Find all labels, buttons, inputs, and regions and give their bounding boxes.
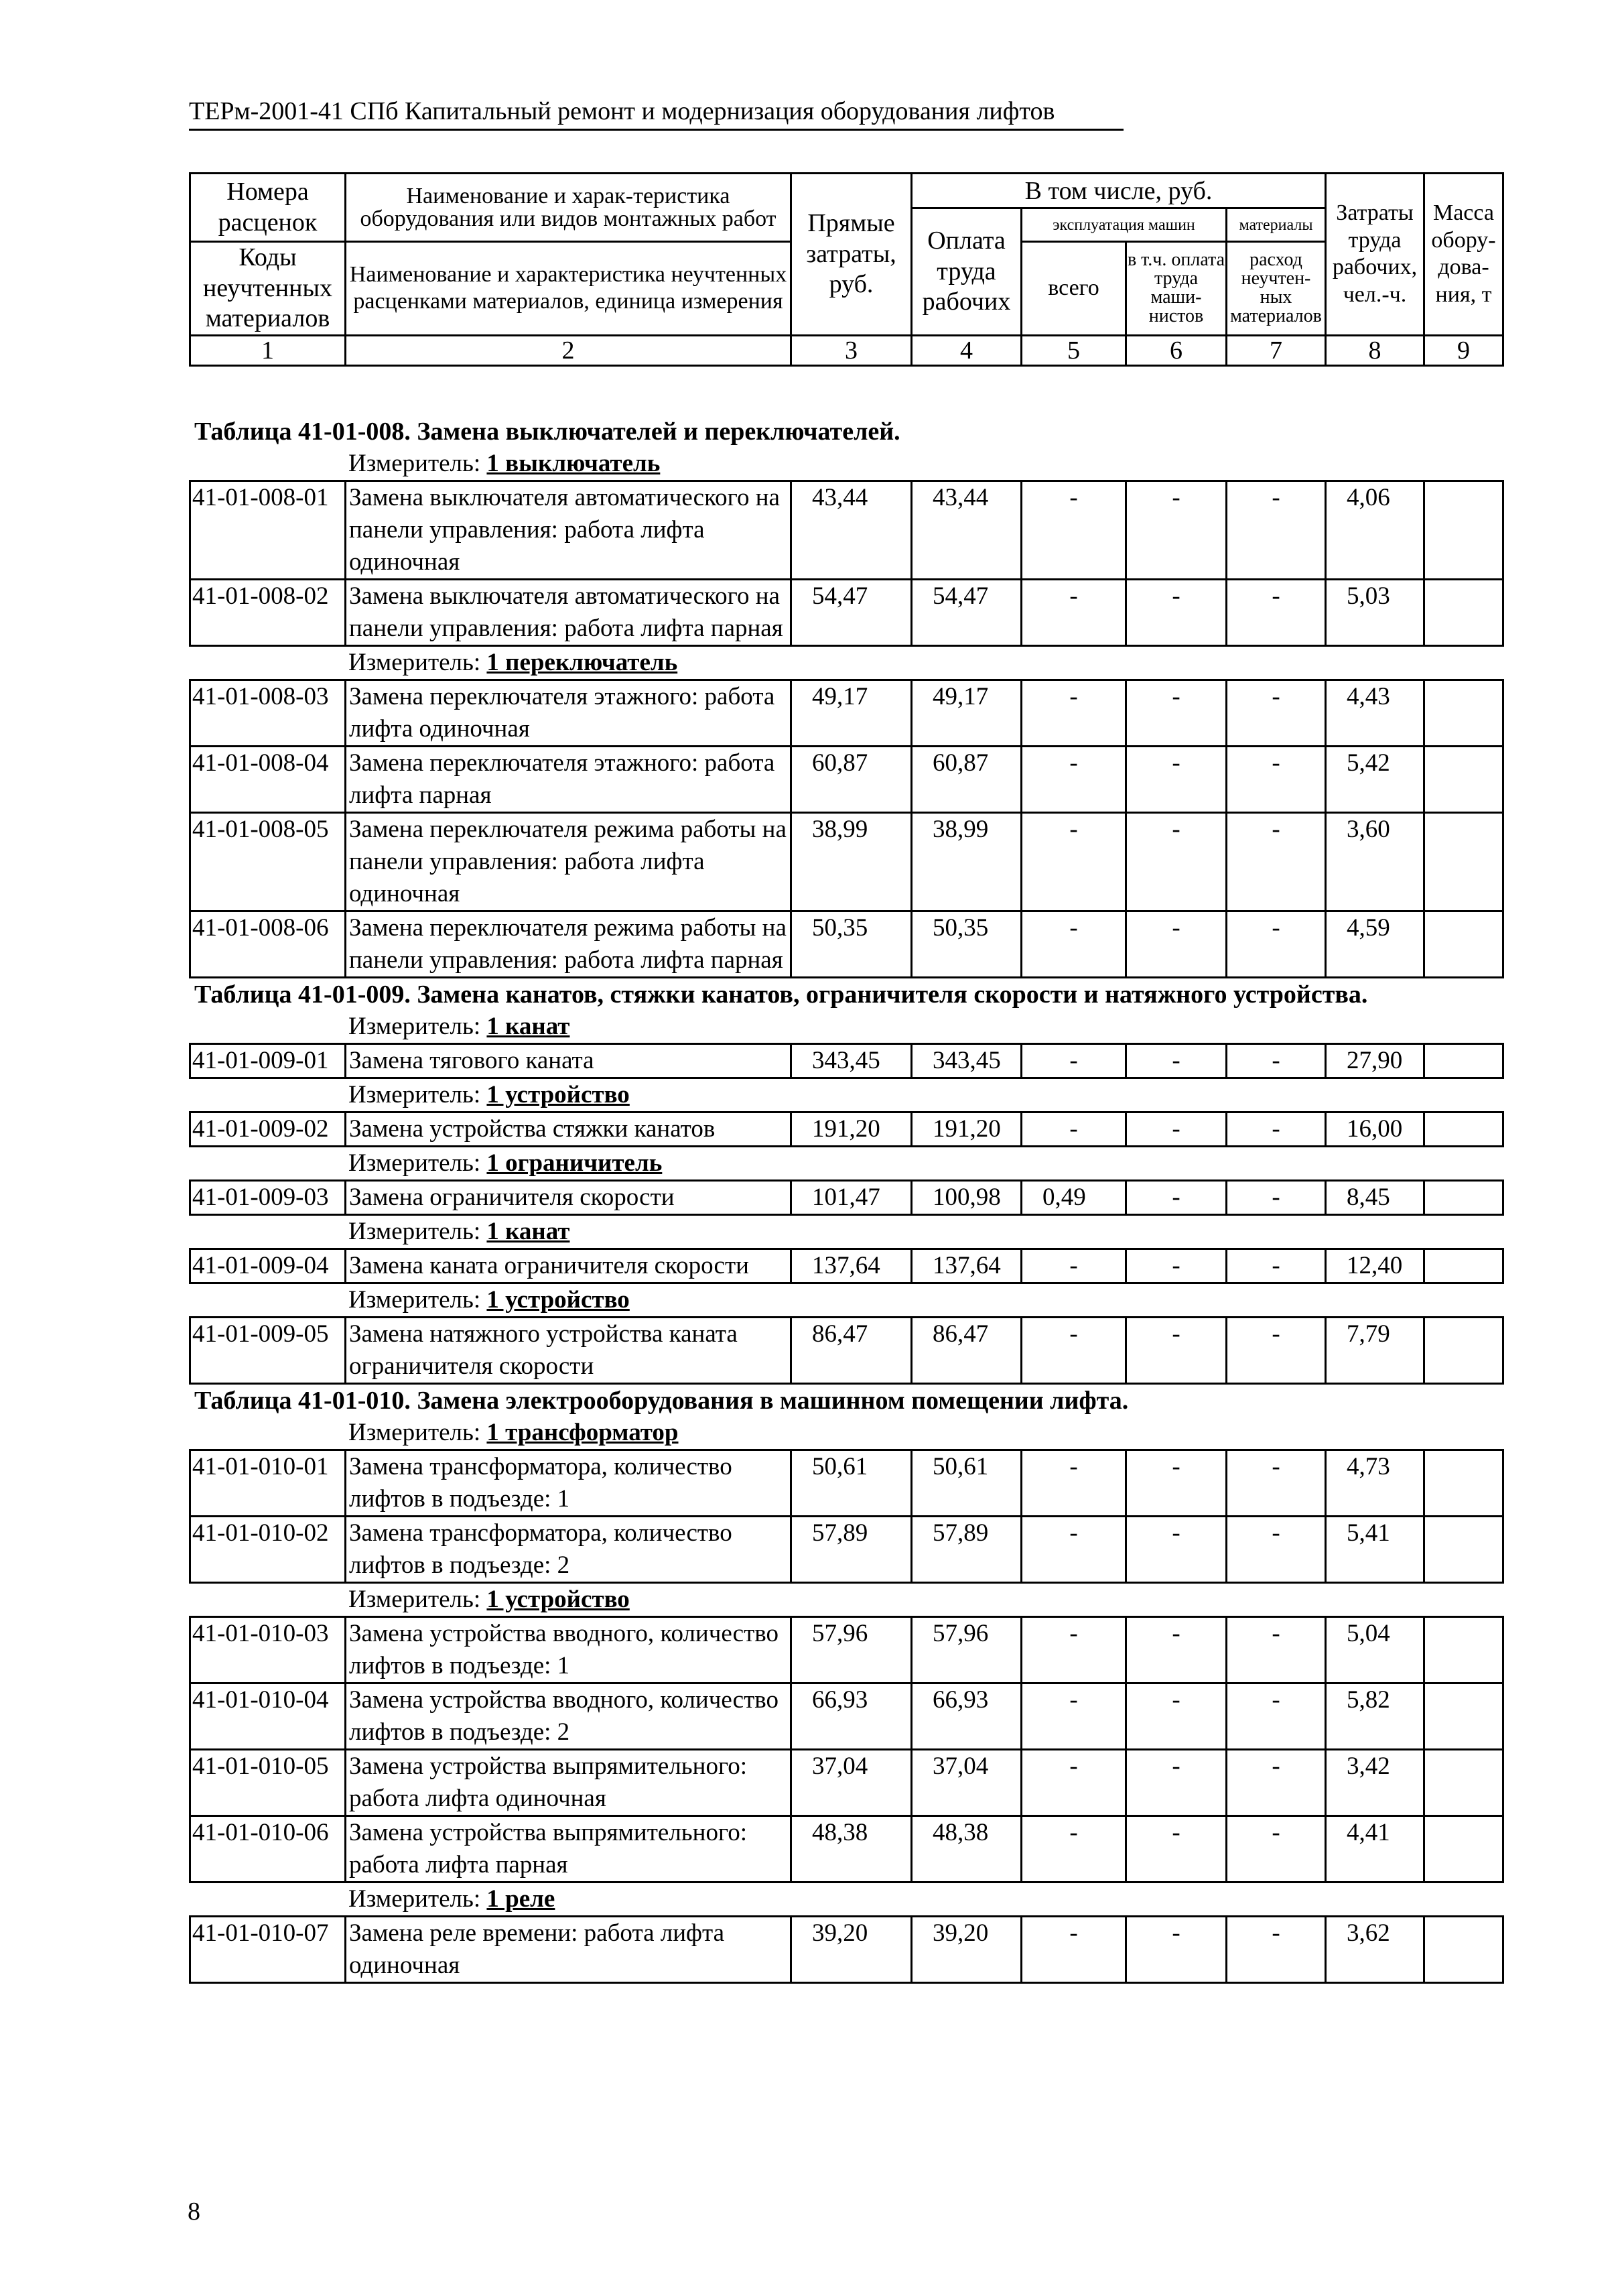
rate-code: 41-01-010-06 [190, 1816, 346, 1883]
work-name: Замена тягового каната [346, 1044, 791, 1078]
col-index: 6 [1126, 335, 1227, 365]
direct-cost: 137,64 [791, 1249, 912, 1283]
measure-line [189, 1147, 1502, 1179]
labor-hours: 4,59 [1326, 911, 1424, 978]
machine-cost: - [1022, 1683, 1126, 1750]
measure-label: Измеритель: [348, 1419, 481, 1446]
work-name: Замена переключателя этажного: работа лифта одиночная [346, 680, 791, 747]
col-header-total: всего [1022, 242, 1126, 336]
direct-cost: 49,17 [791, 680, 912, 747]
labor-hours: 12,40 [1326, 1249, 1424, 1283]
direct-cost: 60,87 [791, 747, 912, 813]
measure-line [189, 647, 1502, 679]
rate-code: 41-01-010-07 [190, 1917, 346, 1983]
machine-cost: - [1022, 680, 1126, 747]
materials-cost: - [1227, 1181, 1326, 1215]
labor-hours: 5,04 [1326, 1617, 1424, 1683]
materials-cost: - [1227, 1517, 1326, 1583]
equipment-mass [1424, 1917, 1503, 1983]
machine-cost: - [1022, 1750, 1126, 1816]
direct-cost: 86,47 [791, 1318, 912, 1384]
table-row [190, 747, 1503, 813]
work-name: Замена устройства выпрямительного: работа лифта одиночная [346, 1750, 791, 1816]
table-row [190, 680, 1503, 747]
equipment-mass [1424, 1249, 1503, 1283]
col-header-labor-pay: Оплата труда рабочих [912, 208, 1022, 336]
machinists-pay: - [1126, 1617, 1227, 1683]
machine-cost: - [1022, 911, 1126, 978]
measure-line [189, 1883, 1502, 1915]
table-row [190, 911, 1503, 978]
rate-code: 41-01-008-04 [190, 747, 346, 813]
measure-label: Измеритель: [348, 450, 481, 477]
col-header-mass: Масса обору-дова-ния, т [1424, 174, 1503, 336]
machinists-pay: - [1126, 1044, 1227, 1078]
work-name: Замена трансформатора, количество лифтов в подъезде: 2 [346, 1517, 791, 1583]
table-row [190, 1249, 1503, 1283]
machinists-pay: - [1126, 680, 1227, 747]
measure-line [189, 1216, 1502, 1248]
direct-cost: 54,47 [791, 580, 912, 646]
direct-cost: 38,99 [791, 813, 912, 911]
measure-line [189, 1417, 1502, 1449]
labor-pay: 343,45 [912, 1044, 1022, 1078]
machine-cost: - [1022, 481, 1126, 580]
work-name: Замена реле времени: работа лифта одиночная [346, 1917, 791, 1983]
measure-label: Измеритель: [348, 1586, 481, 1613]
machinists-pay: - [1126, 747, 1227, 813]
section-title: Таблица 41-01-008. Замена выключателей и переключателей. [194, 418, 900, 446]
equipment-mass [1424, 580, 1503, 646]
direct-cost: 57,89 [791, 1517, 912, 1583]
labor-hours: 3,42 [1326, 1750, 1424, 1816]
col-index: 5 [1022, 335, 1126, 365]
work-name: Замена устройства стяжки канатов [346, 1112, 791, 1147]
measure-label: Измеритель: [348, 649, 481, 676]
rate-code: 41-01-009-05 [190, 1318, 346, 1384]
machine-cost: - [1022, 580, 1126, 646]
col-index: 1 [190, 335, 346, 365]
col-index: 4 [912, 335, 1022, 365]
rate-code: 41-01-008-06 [190, 911, 346, 978]
rate-code: 41-01-010-05 [190, 1750, 346, 1816]
measure-value: 1 выключатель [486, 450, 661, 477]
machine-cost: - [1022, 1318, 1126, 1384]
measure-label: Измеритель: [348, 1286, 481, 1314]
col-header-including: В том числе, руб. [912, 174, 1326, 208]
work-name: Замена выключателя автоматического на панели управления: работа лифта парная [346, 580, 791, 646]
measure-value: 1 трансформатор [486, 1419, 679, 1446]
rate-table [189, 1248, 1504, 1284]
equipment-mass [1424, 813, 1503, 911]
table-row [190, 1044, 1503, 1078]
column-header-table [189, 172, 1504, 367]
col-index: 7 [1227, 335, 1326, 365]
labor-hours: 8,45 [1326, 1181, 1424, 1215]
table-row [190, 1816, 1503, 1883]
equipment-mass [1424, 680, 1503, 747]
col-header-unaccounted-materials: расход неучтен-ных материалов [1227, 242, 1326, 336]
labor-hours: 16,00 [1326, 1112, 1424, 1147]
materials-cost: - [1227, 813, 1326, 911]
work-name: Замена переключателя режима работы на панели управления: работа лифта парная [346, 911, 791, 978]
machinists-pay: - [1126, 1683, 1227, 1750]
direct-cost: 39,20 [791, 1917, 912, 1983]
col-index: 2 [346, 335, 791, 365]
materials-cost: - [1227, 481, 1326, 580]
machinists-pay: - [1126, 1750, 1227, 1816]
measure-value: 1 реле [486, 1885, 555, 1913]
rate-table [189, 679, 1504, 978]
direct-cost: 50,35 [791, 911, 912, 978]
labor-pay: 48,38 [912, 1816, 1022, 1883]
table-row [190, 1917, 1503, 1983]
materials-cost: - [1227, 911, 1326, 978]
rate-code: 41-01-009-01 [190, 1044, 346, 1078]
machine-cost: - [1022, 1816, 1126, 1883]
measure-line [189, 448, 1502, 480]
labor-pay: 50,35 [912, 911, 1022, 978]
work-name: Замена натяжного устройства каната ограничителя скорости [346, 1318, 791, 1384]
work-name: Замена выключателя автоматического на панели управления: работа лифта одиночная [346, 481, 791, 580]
table-row [190, 1181, 1503, 1215]
direct-cost: 57,96 [791, 1617, 912, 1683]
col-index: 3 [791, 335, 912, 365]
labor-pay: 137,64 [912, 1249, 1022, 1283]
labor-hours: 7,79 [1326, 1318, 1424, 1384]
measure-line [189, 1284, 1502, 1316]
rate-table [189, 1316, 1504, 1385]
equipment-mass [1424, 1112, 1503, 1147]
labor-pay: 37,04 [912, 1750, 1022, 1816]
measure-value: 1 устройство [486, 1586, 630, 1613]
labor-pay: 66,93 [912, 1683, 1022, 1750]
labor-hours: 4,41 [1326, 1816, 1424, 1883]
materials-cost: - [1227, 1249, 1326, 1283]
work-name: Замена каната ограничителя скорости [346, 1249, 791, 1283]
table-row [190, 1750, 1503, 1816]
col-header-name-materials: Наименование и характеристика неучтенных расценками материалов, единица измерения [346, 242, 791, 336]
page-number: 8 [188, 2197, 200, 2226]
equipment-mass [1424, 1181, 1503, 1215]
machine-cost: 0,49 [1022, 1181, 1126, 1215]
col-header-name: Наименование и харак-теристика оборудования или видов монтажных работ [346, 174, 791, 242]
table-row [190, 813, 1503, 911]
labor-pay: 57,89 [912, 1517, 1022, 1583]
labor-pay: 100,98 [912, 1181, 1022, 1215]
machinists-pay: - [1126, 1816, 1227, 1883]
section-title: Таблица 41-01-009. Замена канатов, стяжки канатов, ограничителя скорости и натяжного устройства. [194, 980, 1368, 1009]
col-header-direct: Прямые затраты, руб. [791, 174, 912, 336]
table-row [190, 580, 1503, 646]
labor-hours: 5,42 [1326, 747, 1424, 813]
equipment-mass [1424, 1517, 1503, 1583]
section-title: Таблица 41-01-010. Замена электрооборудования в машинном помещении лифта. [194, 1387, 1129, 1415]
table-row [190, 1517, 1503, 1583]
labor-pay: 86,47 [912, 1318, 1022, 1384]
work-name: Замена устройства вводного, количество лифтов в подъезде: 1 [346, 1617, 791, 1683]
machine-cost: - [1022, 1617, 1126, 1683]
equipment-mass [1424, 911, 1503, 978]
page-header-title: ТЕРм-2001-41 СПб Капитальный ремонт и модернизация оборудования лифтов [189, 94, 1124, 131]
equipment-mass [1424, 1750, 1503, 1816]
rate-table [189, 480, 1504, 647]
materials-cost: - [1227, 1450, 1326, 1517]
materials-cost: - [1227, 747, 1326, 813]
col-header-codes: Коды неучтенных материалов [190, 242, 346, 336]
machine-cost: - [1022, 813, 1126, 911]
rate-code: 41-01-009-04 [190, 1249, 346, 1283]
labor-pay: 50,61 [912, 1450, 1022, 1517]
equipment-mass [1424, 1683, 1503, 1750]
measure-label: Измеритель: [348, 1013, 481, 1040]
machinists-pay: - [1126, 1517, 1227, 1583]
rate-table [189, 1616, 1504, 1883]
direct-cost: 48,38 [791, 1816, 912, 1883]
col-header-machinists-pay: в т.ч. оплата труда маши-нистов [1126, 242, 1227, 336]
rate-tables [189, 416, 1502, 1984]
equipment-mass [1424, 1044, 1503, 1078]
measure-line [189, 1079, 1502, 1111]
labor-hours: 5,03 [1326, 580, 1424, 646]
equipment-mass [1424, 1617, 1503, 1683]
labor-pay: 60,87 [912, 747, 1022, 813]
labor-pay: 38,99 [912, 813, 1022, 911]
direct-cost: 101,47 [791, 1181, 912, 1215]
machinists-pay: - [1126, 481, 1227, 580]
col-header-materials: материалы [1227, 208, 1326, 242]
machinists-pay: - [1126, 1181, 1227, 1215]
materials-cost: - [1227, 1318, 1326, 1384]
materials-cost: - [1227, 1750, 1326, 1816]
materials-cost: - [1227, 1044, 1326, 1078]
measure-value: 1 переключатель [486, 649, 678, 676]
labor-pay: 54,47 [912, 580, 1022, 646]
work-name: Замена переключателя режима работы на панели управления: работа лифта одиночная [346, 813, 791, 911]
machine-cost: - [1022, 1517, 1126, 1583]
direct-cost: 66,93 [791, 1683, 912, 1750]
direct-cost: 37,04 [791, 1750, 912, 1816]
table-row [190, 1112, 1503, 1147]
rate-table [189, 1043, 1504, 1079]
materials-cost: - [1227, 1617, 1326, 1683]
rate-table [189, 1111, 1504, 1147]
measure-label: Измеритель: [348, 1218, 481, 1245]
labor-hours: 4,43 [1326, 680, 1424, 747]
measure-value: 1 устройство [486, 1286, 630, 1314]
labor-hours: 4,06 [1326, 481, 1424, 580]
col-header-labor: Затраты труда рабочих, чел.-ч. [1326, 174, 1424, 336]
direct-cost: 343,45 [791, 1044, 912, 1078]
rate-code: 41-01-009-03 [190, 1181, 346, 1215]
measure-value: 1 ограничитель [486, 1149, 663, 1177]
rate-table [189, 1915, 1504, 1984]
rate-code: 41-01-008-02 [190, 580, 346, 646]
work-name: Замена устройства вводного, количество лифтов в подъезде: 2 [346, 1683, 791, 1750]
machine-cost: - [1022, 1112, 1126, 1147]
table-row [190, 1318, 1503, 1384]
machinists-pay: - [1126, 1917, 1227, 1983]
rate-code: 41-01-008-05 [190, 813, 346, 911]
machinists-pay: - [1126, 580, 1227, 646]
materials-cost: - [1227, 680, 1326, 747]
machine-cost: - [1022, 1917, 1126, 1983]
measure-line [189, 1011, 1502, 1043]
labor-hours: 5,82 [1326, 1683, 1424, 1750]
materials-cost: - [1227, 580, 1326, 646]
labor-pay: 43,44 [912, 481, 1022, 580]
rate-code: 41-01-008-03 [190, 680, 346, 747]
equipment-mass [1424, 1816, 1503, 1883]
labor-hours: 27,90 [1326, 1044, 1424, 1078]
table-row [190, 1683, 1503, 1750]
labor-hours: 3,62 [1326, 1917, 1424, 1983]
labor-hours: 4,73 [1326, 1450, 1424, 1517]
col-header-numbers: Номера расценок [190, 174, 346, 242]
machinists-pay: - [1126, 911, 1227, 978]
machinists-pay: - [1126, 1318, 1227, 1384]
work-name: Замена переключателя этажного: работа лифта парная [346, 747, 791, 813]
labor-hours: 5,41 [1326, 1517, 1424, 1583]
equipment-mass [1424, 481, 1503, 580]
measure-value: 1 канат [486, 1218, 570, 1245]
work-name: Замена ограничителя скорости [346, 1181, 791, 1215]
materials-cost: - [1227, 1816, 1326, 1883]
machinists-pay: - [1126, 1450, 1227, 1517]
work-name: Замена устройства выпрямительного: работа лифта парная [346, 1816, 791, 1883]
measure-line [189, 1584, 1502, 1616]
machinists-pay: - [1126, 813, 1227, 911]
table-row [190, 481, 1503, 580]
direct-cost: 191,20 [791, 1112, 912, 1147]
rate-code: 41-01-009-02 [190, 1112, 346, 1147]
col-index: 8 [1326, 335, 1424, 365]
measure-value: 1 канат [486, 1013, 570, 1040]
measure-value: 1 устройство [486, 1081, 630, 1108]
col-header-machine-operation: эксплуатация машин [1022, 208, 1227, 242]
materials-cost: - [1227, 1683, 1326, 1750]
rate-code: 41-01-010-02 [190, 1517, 346, 1583]
direct-cost: 50,61 [791, 1450, 912, 1517]
machine-cost: - [1022, 1249, 1126, 1283]
materials-cost: - [1227, 1917, 1326, 1983]
measure-label: Измеритель: [348, 1885, 481, 1913]
measure-label: Измеритель: [348, 1081, 481, 1108]
work-name: Замена трансформатора, количество лифтов в подъезде: 1 [346, 1450, 791, 1517]
equipment-mass [1424, 1318, 1503, 1384]
materials-cost: - [1227, 1112, 1326, 1147]
machinists-pay: - [1126, 1112, 1227, 1147]
table-row [190, 1450, 1503, 1517]
labor-pay: 49,17 [912, 680, 1022, 747]
rate-table [189, 1449, 1504, 1584]
direct-cost: 43,44 [791, 481, 912, 580]
labor-hours: 3,60 [1326, 813, 1424, 911]
measure-label: Измеритель: [348, 1149, 481, 1177]
rate-code: 41-01-010-04 [190, 1683, 346, 1750]
machine-cost: - [1022, 1450, 1126, 1517]
machine-cost: - [1022, 747, 1126, 813]
machinists-pay: - [1126, 1249, 1227, 1283]
table-row [190, 1617, 1503, 1683]
labor-pay: 191,20 [912, 1112, 1022, 1147]
rate-code: 41-01-010-01 [190, 1450, 346, 1517]
col-index: 9 [1424, 335, 1503, 365]
labor-pay: 39,20 [912, 1917, 1022, 1983]
equipment-mass [1424, 1450, 1503, 1517]
rate-code: 41-01-010-03 [190, 1617, 346, 1683]
equipment-mass [1424, 747, 1503, 813]
labor-pay: 57,96 [912, 1617, 1022, 1683]
rate-code: 41-01-008-01 [190, 481, 346, 580]
machine-cost: - [1022, 1044, 1126, 1078]
rate-table [189, 1179, 1504, 1216]
